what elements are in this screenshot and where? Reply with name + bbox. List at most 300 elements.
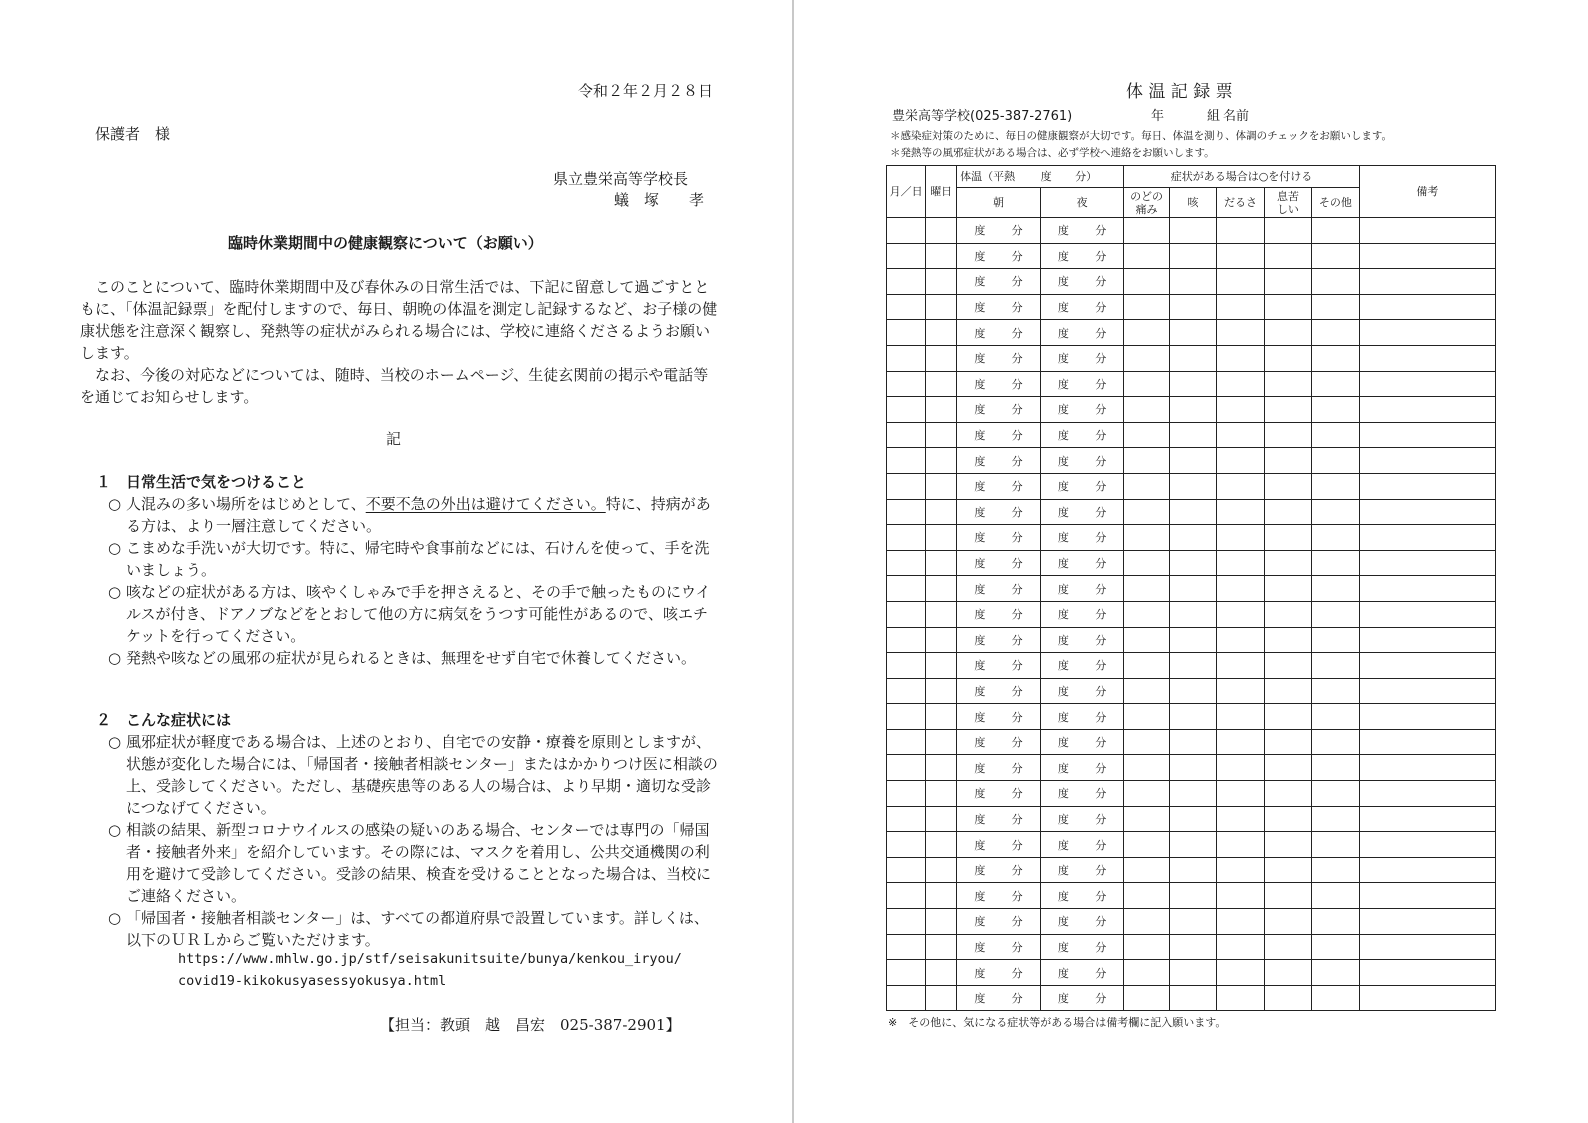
night-temp-cell[interactable]	[1040, 576, 1124, 602]
date-cell[interactable]	[887, 678, 926, 704]
remarks-cell[interactable]	[1359, 653, 1495, 679]
remarks-cell[interactable]	[1359, 601, 1495, 627]
weekday-cell[interactable]	[926, 857, 957, 883]
weekday-cell[interactable]	[926, 729, 957, 755]
weekday-cell[interactable]	[926, 269, 957, 295]
date-cell[interactable]	[887, 550, 926, 576]
throat-cell[interactable]	[1124, 653, 1169, 679]
weekday-cell[interactable]	[926, 653, 957, 679]
fatigue-cell[interactable]	[1217, 550, 1264, 576]
fatigue-cell[interactable]	[1217, 525, 1264, 551]
morning-temp-cell[interactable]	[957, 345, 1041, 371]
remarks-cell[interactable]	[1359, 704, 1495, 730]
cough-cell[interactable]	[1169, 729, 1216, 755]
breath-cell[interactable]	[1264, 576, 1311, 602]
morning-temp-cell[interactable]	[957, 985, 1041, 1011]
fatigue-cell[interactable]	[1217, 320, 1264, 346]
other-cell[interactable]	[1312, 243, 1360, 269]
night-temp-cell[interactable]	[1040, 653, 1124, 679]
remarks-cell[interactable]	[1359, 499, 1495, 525]
date-cell[interactable]	[887, 448, 926, 474]
date-cell[interactable]	[887, 601, 926, 627]
breath-cell[interactable]	[1264, 729, 1311, 755]
date-cell[interactable]	[887, 960, 926, 986]
morning-temp-cell[interactable]	[957, 243, 1041, 269]
date-cell[interactable]	[887, 653, 926, 679]
fatigue-cell[interactable]	[1217, 422, 1264, 448]
throat-cell[interactable]	[1124, 422, 1169, 448]
cough-cell[interactable]	[1169, 345, 1216, 371]
fatigue-cell[interactable]	[1217, 601, 1264, 627]
fatigue-cell[interactable]	[1217, 218, 1264, 244]
other-cell[interactable]	[1312, 576, 1360, 602]
other-cell[interactable]	[1312, 345, 1360, 371]
other-cell[interactable]	[1312, 627, 1360, 653]
fatigue-cell[interactable]	[1217, 269, 1264, 295]
date-cell[interactable]	[887, 576, 926, 602]
fatigue-cell[interactable]	[1217, 883, 1264, 909]
cough-cell[interactable]	[1169, 320, 1216, 346]
other-cell[interactable]	[1312, 729, 1360, 755]
weekday-cell[interactable]	[926, 985, 957, 1011]
morning-temp-cell[interactable]	[957, 550, 1041, 576]
other-cell[interactable]	[1312, 883, 1360, 909]
night-temp-cell[interactable]	[1040, 857, 1124, 883]
date-cell[interactable]	[887, 781, 926, 807]
remarks-cell[interactable]	[1359, 934, 1495, 960]
remarks-cell[interactable]	[1359, 909, 1495, 935]
night-temp-cell[interactable]	[1040, 806, 1124, 832]
remarks-cell[interactable]	[1359, 422, 1495, 448]
weekday-cell[interactable]	[926, 832, 957, 858]
morning-temp-cell[interactable]	[957, 320, 1041, 346]
morning-temp-cell[interactable]	[957, 397, 1041, 423]
date-cell[interactable]	[887, 243, 926, 269]
remarks-cell[interactable]	[1359, 550, 1495, 576]
morning-temp-cell[interactable]	[957, 371, 1041, 397]
remarks-cell[interactable]	[1359, 371, 1495, 397]
weekday-cell[interactable]	[926, 704, 957, 730]
night-temp-cell[interactable]	[1040, 678, 1124, 704]
night-temp-cell[interactable]	[1040, 960, 1124, 986]
cough-cell[interactable]	[1169, 832, 1216, 858]
cough-cell[interactable]	[1169, 525, 1216, 551]
morning-temp-cell[interactable]	[957, 448, 1041, 474]
fatigue-cell[interactable]	[1217, 934, 1264, 960]
cough-cell[interactable]	[1169, 985, 1216, 1011]
cough-cell[interactable]	[1169, 422, 1216, 448]
cough-cell[interactable]	[1169, 627, 1216, 653]
url-line-2[interactable]: covid19-kikokusyasessyokusya.html	[178, 973, 447, 989]
throat-cell[interactable]	[1124, 755, 1169, 781]
date-cell[interactable]	[887, 883, 926, 909]
remarks-cell[interactable]	[1359, 397, 1495, 423]
remarks-cell[interactable]	[1359, 294, 1495, 320]
throat-cell[interactable]	[1124, 371, 1169, 397]
morning-temp-cell[interactable]	[957, 934, 1041, 960]
night-temp-cell[interactable]	[1040, 985, 1124, 1011]
throat-cell[interactable]	[1124, 269, 1169, 295]
remarks-cell[interactable]	[1359, 678, 1495, 704]
breath-cell[interactable]	[1264, 294, 1311, 320]
weekday-cell[interactable]	[926, 960, 957, 986]
morning-temp-cell[interactable]	[957, 729, 1041, 755]
remarks-cell[interactable]	[1359, 525, 1495, 551]
breath-cell[interactable]	[1264, 550, 1311, 576]
night-temp-cell[interactable]	[1040, 294, 1124, 320]
throat-cell[interactable]	[1124, 320, 1169, 346]
fatigue-cell[interactable]	[1217, 806, 1264, 832]
fatigue-cell[interactable]	[1217, 832, 1264, 858]
other-cell[interactable]	[1312, 704, 1360, 730]
cough-cell[interactable]	[1169, 934, 1216, 960]
fatigue-cell[interactable]	[1217, 576, 1264, 602]
url-line-1[interactable]: https://www.mhlw.go.jp/stf/seisakunitsuite/bunya/kenkou_iryou/	[178, 951, 682, 967]
breath-cell[interactable]	[1264, 678, 1311, 704]
cough-cell[interactable]	[1169, 960, 1216, 986]
morning-temp-cell[interactable]	[957, 576, 1041, 602]
night-temp-cell[interactable]	[1040, 704, 1124, 730]
night-temp-cell[interactable]	[1040, 371, 1124, 397]
other-cell[interactable]	[1312, 909, 1360, 935]
weekday-cell[interactable]	[926, 883, 957, 909]
other-cell[interactable]	[1312, 755, 1360, 781]
fatigue-cell[interactable]	[1217, 755, 1264, 781]
night-temp-cell[interactable]	[1040, 218, 1124, 244]
night-temp-cell[interactable]	[1040, 883, 1124, 909]
remarks-cell[interactable]	[1359, 729, 1495, 755]
remarks-cell[interactable]	[1359, 985, 1495, 1011]
night-temp-cell[interactable]	[1040, 320, 1124, 346]
morning-temp-cell[interactable]	[957, 678, 1041, 704]
date-cell[interactable]	[887, 755, 926, 781]
throat-cell[interactable]	[1124, 960, 1169, 986]
breath-cell[interactable]	[1264, 755, 1311, 781]
morning-temp-cell[interactable]	[957, 909, 1041, 935]
fatigue-cell[interactable]	[1217, 704, 1264, 730]
weekday-cell[interactable]	[926, 345, 957, 371]
weekday-cell[interactable]	[926, 576, 957, 602]
date-cell[interactable]	[887, 473, 926, 499]
weekday-cell[interactable]	[926, 422, 957, 448]
other-cell[interactable]	[1312, 678, 1360, 704]
breath-cell[interactable]	[1264, 269, 1311, 295]
morning-temp-cell[interactable]	[957, 627, 1041, 653]
weekday-cell[interactable]	[926, 601, 957, 627]
night-temp-cell[interactable]	[1040, 550, 1124, 576]
throat-cell[interactable]	[1124, 985, 1169, 1011]
throat-cell[interactable]	[1124, 806, 1169, 832]
breath-cell[interactable]	[1264, 832, 1311, 858]
other-cell[interactable]	[1312, 320, 1360, 346]
breath-cell[interactable]	[1264, 525, 1311, 551]
fatigue-cell[interactable]	[1217, 294, 1264, 320]
morning-temp-cell[interactable]	[957, 294, 1041, 320]
date-cell[interactable]	[887, 371, 926, 397]
other-cell[interactable]	[1312, 857, 1360, 883]
breath-cell[interactable]	[1264, 345, 1311, 371]
cough-cell[interactable]	[1169, 448, 1216, 474]
other-cell[interactable]	[1312, 525, 1360, 551]
fatigue-cell[interactable]	[1217, 985, 1264, 1011]
date-cell[interactable]	[887, 857, 926, 883]
breath-cell[interactable]	[1264, 806, 1311, 832]
night-temp-cell[interactable]	[1040, 729, 1124, 755]
other-cell[interactable]	[1312, 473, 1360, 499]
other-cell[interactable]	[1312, 985, 1360, 1011]
date-cell[interactable]	[887, 934, 926, 960]
weekday-cell[interactable]	[926, 371, 957, 397]
night-temp-cell[interactable]	[1040, 473, 1124, 499]
breath-cell[interactable]	[1264, 857, 1311, 883]
throat-cell[interactable]	[1124, 627, 1169, 653]
date-cell[interactable]	[887, 294, 926, 320]
fatigue-cell[interactable]	[1217, 678, 1264, 704]
breath-cell[interactable]	[1264, 422, 1311, 448]
morning-temp-cell[interactable]	[957, 857, 1041, 883]
date-cell[interactable]	[887, 627, 926, 653]
throat-cell[interactable]	[1124, 704, 1169, 730]
cough-cell[interactable]	[1169, 601, 1216, 627]
night-temp-cell[interactable]	[1040, 345, 1124, 371]
remarks-cell[interactable]	[1359, 243, 1495, 269]
breath-cell[interactable]	[1264, 909, 1311, 935]
morning-temp-cell[interactable]	[957, 525, 1041, 551]
cough-cell[interactable]	[1169, 294, 1216, 320]
throat-cell[interactable]	[1124, 781, 1169, 807]
date-cell[interactable]	[887, 704, 926, 730]
breath-cell[interactable]	[1264, 653, 1311, 679]
breath-cell[interactable]	[1264, 934, 1311, 960]
remarks-cell[interactable]	[1359, 218, 1495, 244]
other-cell[interactable]	[1312, 218, 1360, 244]
breath-cell[interactable]	[1264, 397, 1311, 423]
cough-cell[interactable]	[1169, 550, 1216, 576]
cough-cell[interactable]	[1169, 678, 1216, 704]
night-temp-cell[interactable]	[1040, 448, 1124, 474]
morning-temp-cell[interactable]	[957, 883, 1041, 909]
other-cell[interactable]	[1312, 422, 1360, 448]
morning-temp-cell[interactable]	[957, 781, 1041, 807]
night-temp-cell[interactable]	[1040, 422, 1124, 448]
throat-cell[interactable]	[1124, 397, 1169, 423]
date-cell[interactable]	[887, 806, 926, 832]
fatigue-cell[interactable]	[1217, 729, 1264, 755]
breath-cell[interactable]	[1264, 218, 1311, 244]
night-temp-cell[interactable]	[1040, 269, 1124, 295]
morning-temp-cell[interactable]	[957, 832, 1041, 858]
other-cell[interactable]	[1312, 832, 1360, 858]
cough-cell[interactable]	[1169, 269, 1216, 295]
fatigue-cell[interactable]	[1217, 781, 1264, 807]
morning-temp-cell[interactable]	[957, 269, 1041, 295]
throat-cell[interactable]	[1124, 601, 1169, 627]
throat-cell[interactable]	[1124, 857, 1169, 883]
other-cell[interactable]	[1312, 499, 1360, 525]
fatigue-cell[interactable]	[1217, 627, 1264, 653]
remarks-cell[interactable]	[1359, 576, 1495, 602]
throat-cell[interactable]	[1124, 243, 1169, 269]
date-cell[interactable]	[887, 499, 926, 525]
breath-cell[interactable]	[1264, 781, 1311, 807]
weekday-cell[interactable]	[926, 473, 957, 499]
breath-cell[interactable]	[1264, 473, 1311, 499]
throat-cell[interactable]	[1124, 576, 1169, 602]
throat-cell[interactable]	[1124, 678, 1169, 704]
other-cell[interactable]	[1312, 550, 1360, 576]
weekday-cell[interactable]	[926, 499, 957, 525]
weekday-cell[interactable]	[926, 755, 957, 781]
throat-cell[interactable]	[1124, 832, 1169, 858]
date-cell[interactable]	[887, 345, 926, 371]
date-cell[interactable]	[887, 397, 926, 423]
breath-cell[interactable]	[1264, 320, 1311, 346]
fatigue-cell[interactable]	[1217, 448, 1264, 474]
weekday-cell[interactable]	[926, 678, 957, 704]
weekday-cell[interactable]	[926, 781, 957, 807]
night-temp-cell[interactable]	[1040, 397, 1124, 423]
throat-cell[interactable]	[1124, 448, 1169, 474]
throat-cell[interactable]	[1124, 934, 1169, 960]
cough-cell[interactable]	[1169, 806, 1216, 832]
remarks-cell[interactable]	[1359, 473, 1495, 499]
weekday-cell[interactable]	[926, 525, 957, 551]
fatigue-cell[interactable]	[1217, 653, 1264, 679]
breath-cell[interactable]	[1264, 243, 1311, 269]
breath-cell[interactable]	[1264, 371, 1311, 397]
remarks-cell[interactable]	[1359, 345, 1495, 371]
remarks-cell[interactable]	[1359, 857, 1495, 883]
date-cell[interactable]	[887, 909, 926, 935]
cough-cell[interactable]	[1169, 909, 1216, 935]
breath-cell[interactable]	[1264, 704, 1311, 730]
cough-cell[interactable]	[1169, 704, 1216, 730]
fatigue-cell[interactable]	[1217, 857, 1264, 883]
throat-cell[interactable]	[1124, 525, 1169, 551]
throat-cell[interactable]	[1124, 218, 1169, 244]
night-temp-cell[interactable]	[1040, 755, 1124, 781]
other-cell[interactable]	[1312, 397, 1360, 423]
other-cell[interactable]	[1312, 934, 1360, 960]
fatigue-cell[interactable]	[1217, 345, 1264, 371]
cough-cell[interactable]	[1169, 781, 1216, 807]
cough-cell[interactable]	[1169, 218, 1216, 244]
night-temp-cell[interactable]	[1040, 781, 1124, 807]
weekday-cell[interactable]	[926, 218, 957, 244]
other-cell[interactable]	[1312, 294, 1360, 320]
weekday-cell[interactable]	[926, 934, 957, 960]
cough-cell[interactable]	[1169, 576, 1216, 602]
weekday-cell[interactable]	[926, 550, 957, 576]
night-temp-cell[interactable]	[1040, 243, 1124, 269]
cough-cell[interactable]	[1169, 653, 1216, 679]
remarks-cell[interactable]	[1359, 883, 1495, 909]
breath-cell[interactable]	[1264, 448, 1311, 474]
throat-cell[interactable]	[1124, 550, 1169, 576]
remarks-cell[interactable]	[1359, 806, 1495, 832]
night-temp-cell[interactable]	[1040, 601, 1124, 627]
date-cell[interactable]	[887, 729, 926, 755]
date-cell[interactable]	[887, 320, 926, 346]
other-cell[interactable]	[1312, 448, 1360, 474]
cough-cell[interactable]	[1169, 371, 1216, 397]
morning-temp-cell[interactable]	[957, 499, 1041, 525]
night-temp-cell[interactable]	[1040, 832, 1124, 858]
breath-cell[interactable]	[1264, 627, 1311, 653]
fatigue-cell[interactable]	[1217, 909, 1264, 935]
fatigue-cell[interactable]	[1217, 397, 1264, 423]
remarks-cell[interactable]	[1359, 781, 1495, 807]
cough-cell[interactable]	[1169, 883, 1216, 909]
fatigue-cell[interactable]	[1217, 371, 1264, 397]
other-cell[interactable]	[1312, 601, 1360, 627]
morning-temp-cell[interactable]	[957, 601, 1041, 627]
night-temp-cell[interactable]	[1040, 934, 1124, 960]
remarks-cell[interactable]	[1359, 448, 1495, 474]
throat-cell[interactable]	[1124, 909, 1169, 935]
cough-cell[interactable]	[1169, 243, 1216, 269]
weekday-cell[interactable]	[926, 806, 957, 832]
other-cell[interactable]	[1312, 371, 1360, 397]
throat-cell[interactable]	[1124, 473, 1169, 499]
weekday-cell[interactable]	[926, 320, 957, 346]
cough-cell[interactable]	[1169, 857, 1216, 883]
breath-cell[interactable]	[1264, 499, 1311, 525]
other-cell[interactable]	[1312, 806, 1360, 832]
weekday-cell[interactable]	[926, 627, 957, 653]
remarks-cell[interactable]	[1359, 755, 1495, 781]
weekday-cell[interactable]	[926, 448, 957, 474]
cough-cell[interactable]	[1169, 499, 1216, 525]
remarks-cell[interactable]	[1359, 320, 1495, 346]
cough-cell[interactable]	[1169, 755, 1216, 781]
fatigue-cell[interactable]	[1217, 243, 1264, 269]
weekday-cell[interactable]	[926, 909, 957, 935]
night-temp-cell[interactable]	[1040, 627, 1124, 653]
remarks-cell[interactable]	[1359, 269, 1495, 295]
other-cell[interactable]	[1312, 781, 1360, 807]
night-temp-cell[interactable]	[1040, 499, 1124, 525]
date-cell[interactable]	[887, 422, 926, 448]
morning-temp-cell[interactable]	[957, 473, 1041, 499]
night-temp-cell[interactable]	[1040, 909, 1124, 935]
throat-cell[interactable]	[1124, 499, 1169, 525]
date-cell[interactable]	[887, 525, 926, 551]
morning-temp-cell[interactable]	[957, 653, 1041, 679]
morning-temp-cell[interactable]	[957, 806, 1041, 832]
fatigue-cell[interactable]	[1217, 473, 1264, 499]
remarks-cell[interactable]	[1359, 960, 1495, 986]
breath-cell[interactable]	[1264, 960, 1311, 986]
weekday-cell[interactable]	[926, 243, 957, 269]
night-temp-cell[interactable]	[1040, 525, 1124, 551]
breath-cell[interactable]	[1264, 883, 1311, 909]
date-cell[interactable]	[887, 832, 926, 858]
morning-temp-cell[interactable]	[957, 755, 1041, 781]
remarks-cell[interactable]	[1359, 627, 1495, 653]
throat-cell[interactable]	[1124, 345, 1169, 371]
throat-cell[interactable]	[1124, 729, 1169, 755]
other-cell[interactable]	[1312, 269, 1360, 295]
morning-temp-cell[interactable]	[957, 218, 1041, 244]
other-cell[interactable]	[1312, 960, 1360, 986]
fatigue-cell[interactable]	[1217, 960, 1264, 986]
morning-temp-cell[interactable]	[957, 422, 1041, 448]
morning-temp-cell[interactable]	[957, 960, 1041, 986]
throat-cell[interactable]	[1124, 294, 1169, 320]
cough-cell[interactable]	[1169, 397, 1216, 423]
throat-cell[interactable]	[1124, 883, 1169, 909]
